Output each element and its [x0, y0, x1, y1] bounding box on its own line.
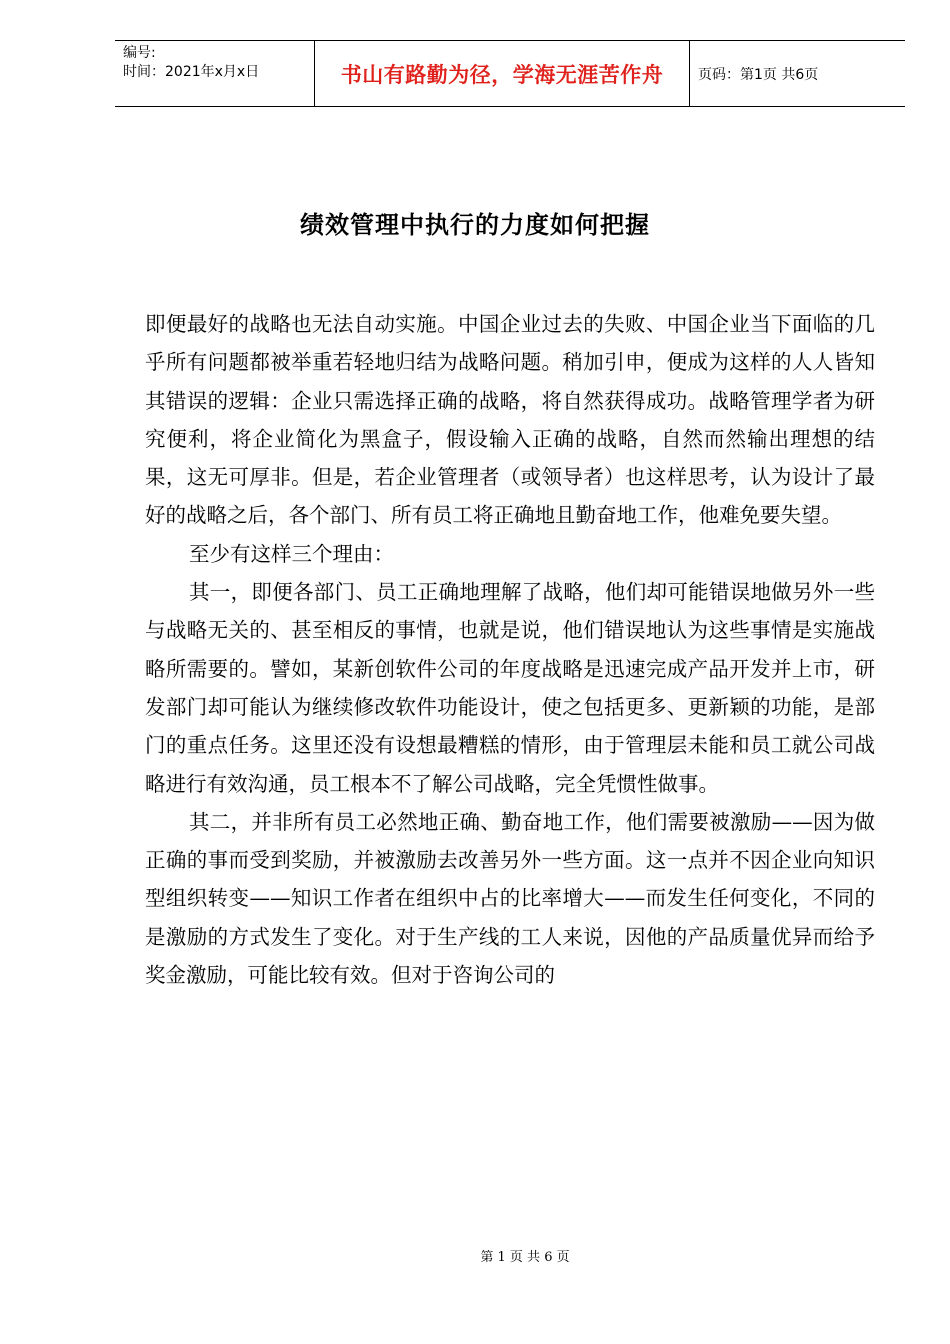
- paragraph-reason-two: 其二，并非所有员工必然地正确、勤奋地工作，他们需要被激励——因为做正确的事而受到奖励，并被激励去改善另外一些方面。这一点并不因企业向知识型组织转变——知识工作者在组织中占的比率增大——而发生任何变化，不同的是激励的方式发生了变化。对于生产线的工人来说，因他的产品质量优异而给予奖金激励，可能比较有效。但对于咨询公司的: [145, 809, 875, 988]
- header-meta-cell: [115, 41, 315, 106]
- header-page-label: 页码：第1页 共6页: [698, 66, 819, 83]
- number-label: 编号:: [123, 45, 156, 61]
- page-footer: [0, 1246, 950, 1265]
- paragraph-reason-one: 其一，即便各部门、员工正确地理解了战略，他们却可能错误地做另外一些与战略无关的、甚至相反的事情，也就是说，他们错误地认为这些事情是实施战略所需要的。譬如，某新创软件公司的年度战略是迅速完成产品开发并上市，研发部门却可能认为继续修改软件功能设计，使之包括更多、更新颖的功能，是部门的重点任务。这里还没有设想最糟糕的情形，由于管理层未能和员工就公司战略进行有效沟通，员工根本不了解公司战略，完全凭惯性做事。: [145, 580, 875, 796]
- header-motto: 书山有路勤为径，学海无涯苦作舟: [315, 41, 690, 106]
- time-label: 时间：2021年x月x日: [123, 64, 260, 80]
- paragraph-reasons: 至少有这样三个理由：: [189, 541, 394, 566]
- document-title: 绩效管理中执行的力度如何把握: [300, 210, 650, 239]
- footer-page-number: 第 1 页 共 6 页: [480, 1250, 570, 1265]
- document-body: [145, 305, 875, 994]
- paragraph-intro: 即便最好的战略也无法自动实施。中国企业过去的失败、中国企业当下面临的几乎所有问题都被举重若轻地归结为战略问题。稍加引申，便成为这样的人人皆知其错误的逻辑：企业只需选择正确的战略，将自然获得成功。战略管理学者为研究便利，将企业简化为黑盒子，假设输入正确的战略，自然而然输出理想的结果，这无可厚非。但是，若企业管理者（或领导者）也这样思考，认为设计了最好的战略之后，各个部门、所有员工将正确地且勤奋地工作，他难免要失望。: [145, 312, 875, 528]
- header-table: [115, 40, 905, 107]
